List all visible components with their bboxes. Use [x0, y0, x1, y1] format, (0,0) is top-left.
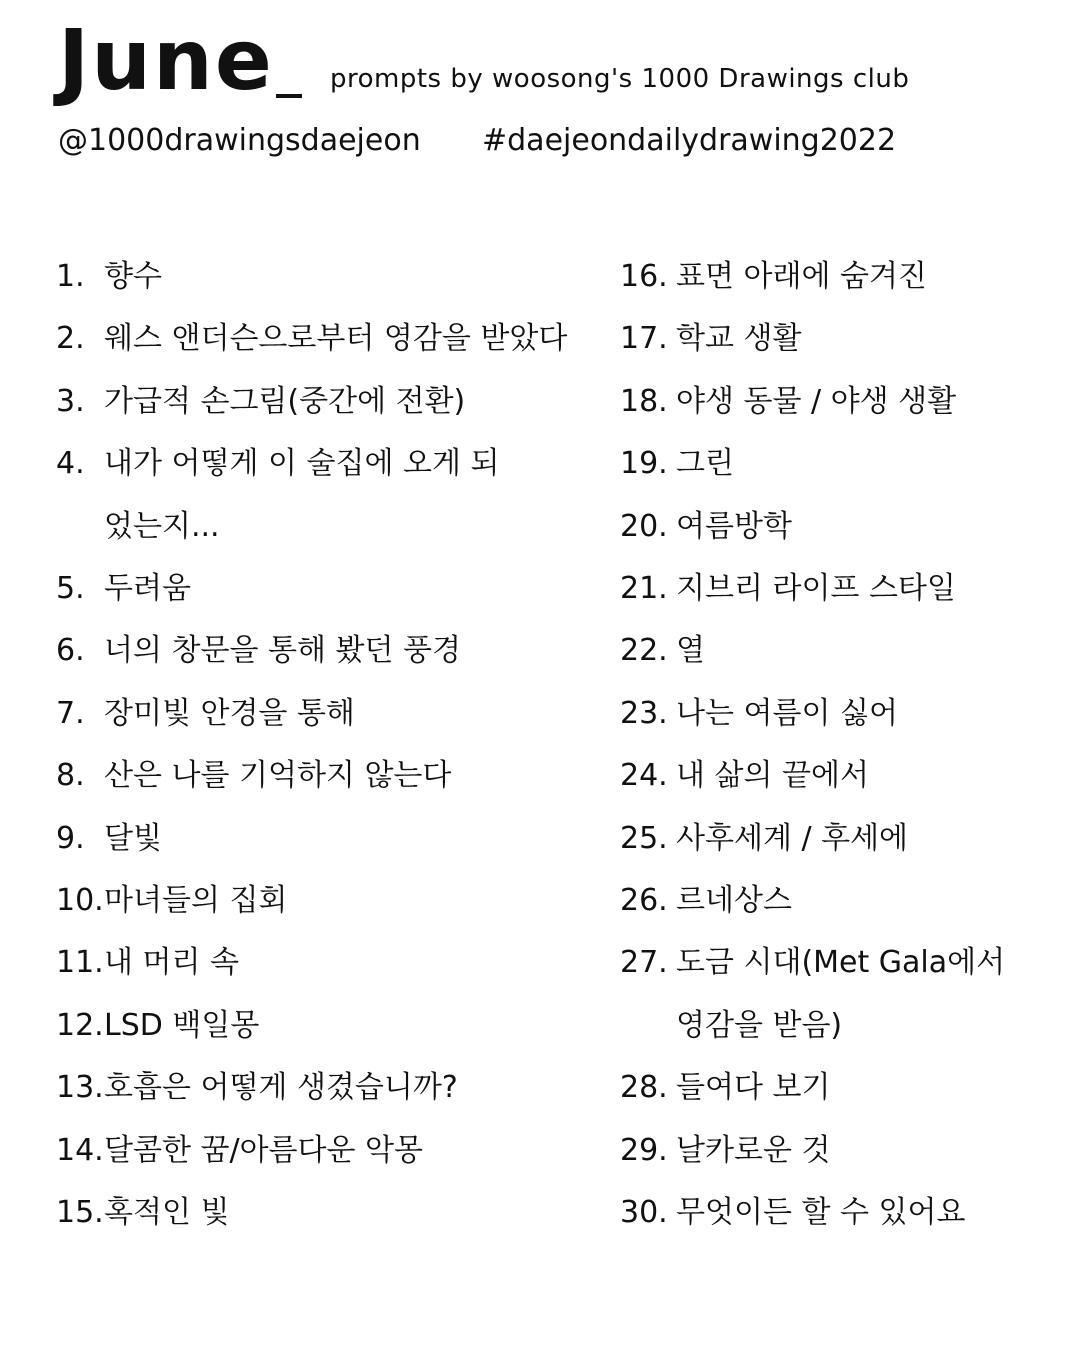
- prompt-item: [56, 870, 576, 932]
- prompt-number: 18.: [620, 383, 668, 419]
- prompt-item: [56, 1057, 576, 1119]
- prompt-item: [620, 620, 1040, 682]
- prompt-number: 4.: [56, 446, 85, 482]
- prompt-list-days-16-30: [620, 246, 1040, 1245]
- prompt-number: 17.: [620, 321, 668, 357]
- prompt-number: 1.: [56, 259, 85, 294]
- prompt-item: [56, 371, 576, 433]
- prompt-number: 27.: [620, 945, 668, 981]
- prompt-number: 15.: [56, 1195, 104, 1231]
- prompt-number: 29.: [620, 1132, 668, 1168]
- prompt-text: 열: [676, 633, 705, 669]
- prompt-item: [56, 932, 576, 994]
- prompt-text: 산은 나를 기억하지 않는다: [104, 758, 452, 794]
- prompt-item: [620, 496, 1040, 558]
- prompt-item: [56, 1120, 576, 1182]
- prompt-text: 르네상스: [676, 883, 792, 919]
- prompt-number: 8.: [56, 758, 85, 794]
- prompt-number: 23.: [620, 695, 668, 731]
- prompt-list-days-1-15: [56, 246, 576, 1245]
- prompt-number: 28.: [620, 1070, 668, 1106]
- prompt-text: 달콤한 꿈/아름다운 악몽: [104, 1132, 423, 1168]
- prompt-number: 30.: [620, 1195, 668, 1231]
- prompt-number: 10.: [56, 883, 104, 919]
- prompt-item: [620, 1057, 1040, 1119]
- prompt-text: 도금 시대(Met Gala에서 영감을 받음): [676, 945, 1006, 1043]
- prompt-text: 사후세계 / 후세에: [676, 820, 909, 856]
- page-title: June: [58, 11, 274, 109]
- prompt-item: [56, 558, 576, 620]
- prompt-number: 5.: [56, 571, 85, 607]
- prompt-number: 6.: [56, 633, 85, 669]
- prompt-item: [620, 433, 1040, 495]
- prompt-number: 20.: [620, 508, 668, 544]
- prompt-number: 3.: [56, 383, 85, 419]
- prompt-item: [56, 433, 576, 558]
- prompt-text: 호흡은 어떻게 생겼습니까?: [104, 1070, 458, 1106]
- prompt-number: 25.: [620, 820, 668, 856]
- prompt-number: 26.: [620, 883, 668, 919]
- hashtag: #daejeondailydrawing2022: [482, 123, 897, 158]
- prompt-item: [620, 558, 1040, 620]
- prompt-text: 달빛: [104, 820, 162, 856]
- prompt-text: 장미빛 안경을 통해: [104, 695, 355, 731]
- prompt-text: 지브리 라이프 스타일: [676, 571, 956, 607]
- prompt-text: 내가 어떻게 이 술집에 오게 되었는지...: [104, 446, 500, 544]
- prompt-item: [620, 808, 1040, 870]
- prompt-text: 마녀들의 집회: [104, 883, 288, 919]
- prompt-item: [620, 870, 1040, 932]
- prompt-number: 7.: [56, 695, 85, 731]
- prompt-number: 19.: [620, 446, 668, 482]
- prompt-item: [620, 308, 1040, 370]
- prompt-item: [620, 1120, 1040, 1182]
- prompt-number: 16.: [620, 259, 668, 294]
- prompt-text: 들여다 보기: [676, 1070, 831, 1106]
- prompt-item: [56, 246, 576, 308]
- prompt-item: [620, 683, 1040, 745]
- prompt-item: [56, 745, 576, 807]
- prompt-text: 내 삶의 끝에서: [676, 758, 869, 794]
- prompt-text: 두려움: [104, 571, 191, 607]
- prompt-number: 12.: [56, 1007, 104, 1043]
- page-subtitle: prompts by woosong's 1000 Drawings club: [330, 64, 910, 94]
- prompt-number: 9.: [56, 820, 85, 856]
- prompt-text: 표면 아래에 숨겨진: [676, 259, 927, 294]
- prompt-text: 야생 동물 / 야생 생활: [676, 383, 957, 419]
- prompt-text: 향수: [104, 259, 162, 294]
- prompt-text: 학교 생활: [676, 321, 802, 357]
- prompt-item: [620, 745, 1040, 807]
- prompt-text: 날카로운 것: [676, 1132, 831, 1168]
- prompt-text: 가급적 손그림(중간에 전환): [104, 383, 466, 419]
- prompt-text: 내 머리 속: [104, 945, 239, 981]
- prompt-text: 그린: [676, 446, 734, 482]
- prompt-item: [620, 371, 1040, 433]
- prompt-text: 웨스 앤더슨으로부터 영감을 받았다: [104, 321, 568, 357]
- prompt-number: 2.: [56, 321, 85, 357]
- prompt-text: 혹적인 빛: [104, 1195, 230, 1231]
- title-underscore-divider: [276, 94, 302, 98]
- prompt-item: [620, 932, 1040, 1057]
- prompt-text: 너의 창문을 통해 봤던 풍경: [104, 633, 461, 669]
- prompt-item: [620, 1182, 1040, 1244]
- prompt-item: [56, 1182, 576, 1244]
- social-handle: @1000drawingsdaejeon: [58, 123, 421, 158]
- prompt-text: 무엇이든 할 수 있어요: [676, 1195, 966, 1231]
- prompt-item: [56, 620, 576, 682]
- prompt-item: [56, 995, 576, 1057]
- prompt-item: [56, 683, 576, 745]
- prompt-number: 21.: [620, 571, 668, 607]
- prompt-number: 14.: [56, 1132, 104, 1168]
- prompt-text: 여름방학: [676, 508, 792, 544]
- prompt-number: 22.: [620, 633, 668, 669]
- prompt-number: 11.: [56, 945, 104, 981]
- prompt-item: [620, 246, 1040, 308]
- prompt-item: [56, 808, 576, 870]
- prompt-text: 나는 여름이 싫어: [676, 695, 898, 731]
- prompt-number: 24.: [620, 758, 668, 794]
- prompt-item: [56, 308, 576, 370]
- prompt-text: LSD 백일몽: [104, 1007, 260, 1043]
- prompt-number: 13.: [56, 1070, 104, 1106]
